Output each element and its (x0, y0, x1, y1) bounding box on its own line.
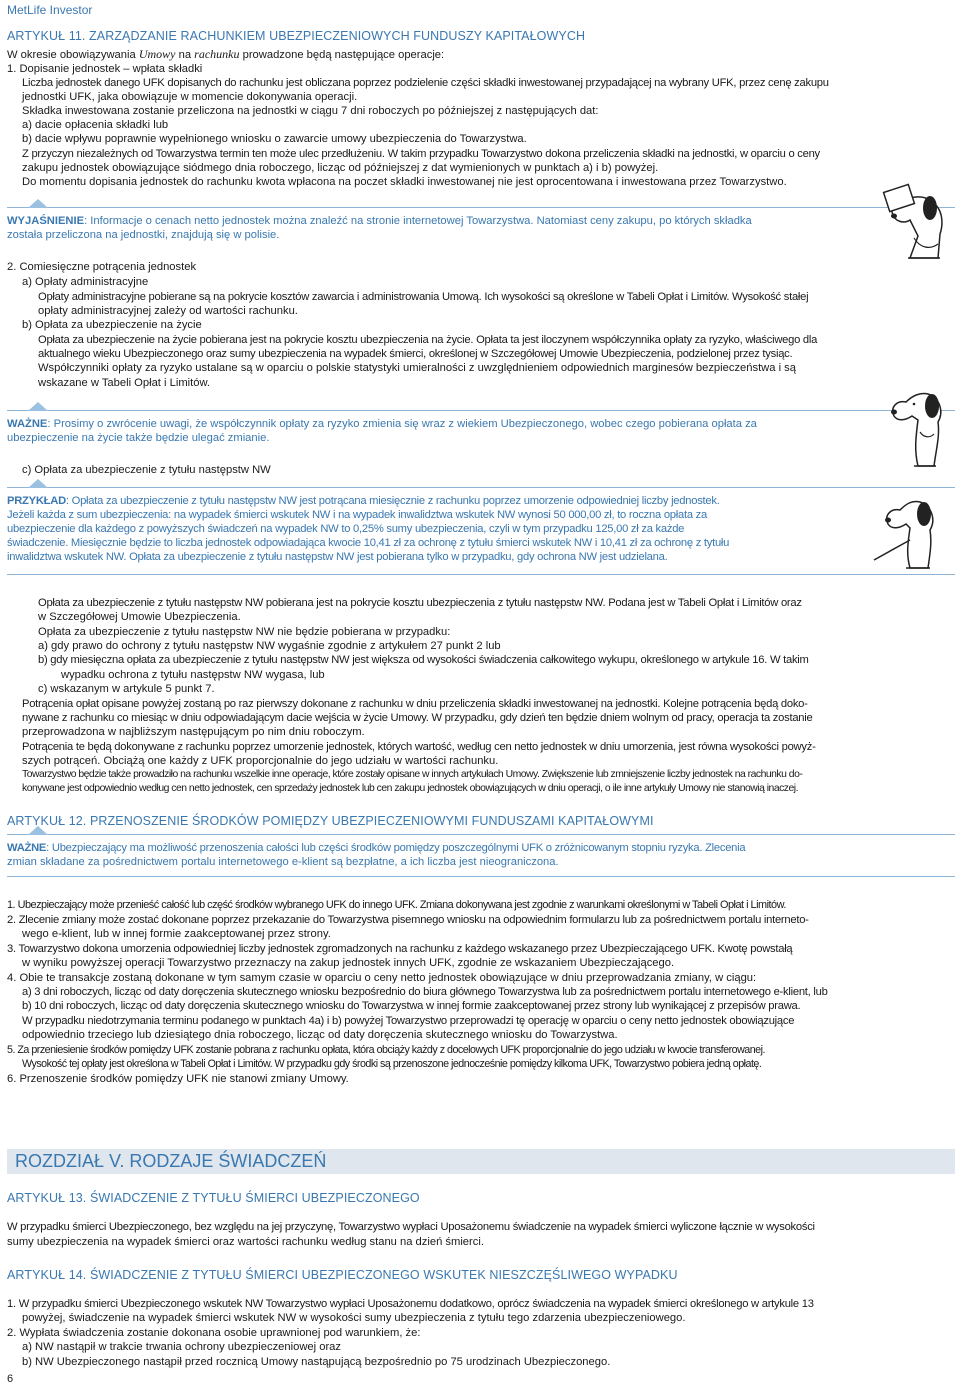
section-2-d-line-1: Potrącenia opłat opisane powyżej zostaną po raz pierwszy dokonane z rachunku w dniu przeliczenia składki inwestowanej na jednostki. Kolejne potrącenia będą doko- (22, 698, 808, 710)
section-2-item-b: b) Opłata za ubezpieczenie na życie (22, 319, 202, 331)
document-header: MetLife Investor (7, 3, 93, 17)
section-2-b-line-1: Opłata za ubezpieczenie na życie pobierana jest na pokrycie kosztu ubezpieczenia na życie. Opłata ta jest iloczynem współczynnika opłaty za ryzyko, właściwego dla (38, 334, 818, 346)
section-2-c-line-3: Opłata za ubezpieczenie z tytułu następstw NW nie będzie pobierana w przypadku: (38, 626, 451, 638)
article-11-intro: W okresie obowiązywania Umowy na rachunku prowadzone będą następujące operacje: (7, 47, 445, 61)
section-2-c-line-1: Opłata za ubezpieczenie z tytułu następstw NW pobierana jest na pokrycie kosztu ubezpieczenia z tytułu następstw NW. Podana jest w Tabeli Opłat i Limitów oraz (38, 597, 802, 609)
section-2-a-line-1: Opłaty administracyjne pobierane są na pokrycie kosztów zawarcia i administrowania Umową. Ich wysokości są określone w Tabeli Opłat i Limitów. Wysokość stałej (38, 291, 809, 303)
section-2-c-item-a: a) gdy prawo do ochrony z tytułu następstw NW wygaśnie zgodnie z artykułem 27 punkt 2 lub (38, 640, 501, 652)
article-12-item-4-line-5: odpowiednio trzeciego lub dziesiątego dnia roboczego, licząc od daty doręczenia skutecznego wniosku do Towarzystwa. (22, 1029, 618, 1041)
article-12-item-5-line-2: Wysokość tej opłaty jest określona w Tabeli Opłat i Limitów. W przypadku gdy środki są przenoszone jednocześnie pomiędzy kilkoma UFK, Towarzystwo pobiera jedną opłatę. (22, 1058, 762, 1070)
section-2-item-a: a) Opłaty administracyjne (22, 276, 149, 288)
section-2-c-line-2: w Szczegółowej Umowie Ubezpieczenia. (38, 611, 241, 623)
section-2-c-item-b-line-2: wypadku ochrona z tytułu następstw NW wygasa, lub (61, 669, 325, 681)
snoopy-pointer-icon (870, 496, 956, 576)
article-14-title: ARTYKUŁ 14. ŚWIADCZENIE Z TYTUŁU ŚMIERCI UBEZPIECZONEGO WSKUTEK NIESZCZĘŚLIWEGO WYPADKU (7, 1268, 678, 1282)
article-12-important-note-line-2: zmian składane za pośrednictwem portalu internetowego e-klient są bezpłatne, a ich liczba jest nieograniczona. (7, 856, 559, 868)
note-divider (7, 410, 955, 411)
article-13-line-2: sumy ubezpieczenia na wypadek śmierci oraz wartości rachunku według stanu na dzień śmierci. (7, 1236, 484, 1248)
snoopy-reading-icon (880, 178, 950, 264)
section-1-heading: 1. Dopisanie jednostek – wpłata składki (7, 63, 203, 75)
section-2-item-c: c) Opłata za ubezpieczenie z tytułu następstw NW (22, 464, 271, 476)
note-pointer-icon (28, 199, 48, 208)
article-12-item-2: 2. Zlecenie zmiany może zostać dokonane poprzez przekazanie do Towarzystwa pisemnego wniosku na odpowiednim formularzu lub za pośrednictwem portalu interneto- (7, 914, 809, 926)
note-pointer-icon (28, 402, 48, 411)
important-note-line-2: ubezpieczenie na życie także będzie ulegać zmianie. (7, 432, 270, 444)
explanation-note-line-2: została przeliczona na jednostki, znajdują się w polisie. (7, 229, 280, 241)
chapter-heading: ROZDZIAŁ V. RODZAJE ŚWIADCZEŃ (7, 1149, 955, 1174)
example-note-line-3: ubezpieczenie dla każdego z powyższych świadczeń na wypadek NW to 0,25% sumy ubezpieczenia, czyli w tym przypadku 125,00 zł za każde (7, 523, 685, 535)
section-1-line-5: zakupu jednostek obowiązujące siódmego dnia roboczego, licząc od późniejszej z dat wymienionych w punktach a) i b) powyżej. (22, 162, 659, 174)
section-2-d-line-7: konywane jest odpowiednio według cen netto jednostek, cen sprzedaży jednostek lub cen zakupu jednostek obowiązujących w dniu operacji, o ile inne artykuły Umowy nie stanowią inaczej. (22, 783, 798, 794)
article-12-item-6: 6. Przenoszenie środków pomiędzy UFK nie stanowi zmiany Umowy. (7, 1073, 349, 1085)
section-2-d-line-2: nywane z rachunku co miesiąc w dniu odpowiadającym dacie wejścia w życie Umowy. W przypadku, gdy dzień ten będzie dniem wolnym od pracy, operacja ta zostanie (22, 712, 813, 724)
article-12-item-1: 1. Ubezpieczający może przenieść całość lub część środków wybranego UFK do innego UFK. Zmiana dokonywana jest zgodnie z warunkami określonymi w Tabeli Opłat i Limitów. (7, 899, 786, 911)
explanation-note: WYJAŚNIENIE: Informacje o cenach netto jednostek można znaleźć na stronie internetowej Towarzystwa. Natomiast ceny zakupu, po których składka (7, 215, 752, 227)
section-1-line-4: Z przyczyn niezależnych od Towarzystwa termin ten może ulec przedłużeniu. W takim przypadku Towarzystwo dokona przeliczenia składki na jednostki, w oparciu o ceny (22, 148, 820, 160)
note-divider (7, 574, 955, 575)
example-note: PRZYKŁAD: Opłata za ubezpieczenie z tytułu następstw NW jest potrącana miesięcznie z rachunku poprzez umorzenie odpowiedniej liczby jednostek. (7, 495, 720, 507)
article-12-important-note: WAŻNE: Ubezpieczający ma możliwość przenoszenia całości lub części środków pomiędzy poszczególnymi UFK o zróżnicowanym stopniu ryzyka. Zlecenia (7, 842, 746, 854)
example-note-line-4: świadczenie. Miesięcznie będzie to liczba jednostek odpowiadająca kwocie 10,41 zł za ochronę z tytułu śmierci wskutek NW i 10,41 zł za ochronę z tytułu (7, 537, 730, 549)
article-14-item-2-a: a) NW nastąpił w trakcie trwania ochrony ubezpieczeniowej oraz (22, 1341, 341, 1353)
article-14-item-1-line-2: powyżej, świadczenie na wypadek śmierci wskutek NW w wysokości sumy ubezpieczenia z tytułu tego zdarzenia ubezpieczeniowego. (22, 1312, 686, 1324)
section-1-item-a: a) dacie opłacenia składki lub (22, 119, 169, 131)
section-2-heading: 2. Comiesięczne potrącenia jednostek (7, 261, 197, 273)
note-divider (7, 876, 955, 877)
article-12-item-4-a: a) 3 dni roboczych, licząc od daty doręczenia skutecznego wniosku bezpośrednio do biura głównego Towarzystwa lub za pośrednictwem portalu internetowego e-klient, lub (22, 986, 828, 998)
article-12-item-4-b: b) 10 dni roboczych, licząc od daty doręczenia skutecznego wniosku do Towarzystwa w innej formie zaakceptowanej przez strony lub wynikającej z przepisów prawa. (22, 1000, 801, 1012)
section-2-d-line-6: Towarzystwo będzie także prowadziło na rachunku wszelkie inne operacje, które zostały opisane w innych artykułach Umowy. Zwiększenie lub zmniejszenie liczby jednostek na rachunku do- (22, 769, 803, 780)
section-2-d-line-4: Potrącenia te będą dokonywane z rachunku poprzez umorzenie jednostek, których wartość, według cen netto jednostek w dniu umorzenia, jest równa wysokości powyż- (22, 741, 816, 753)
section-2-d-line-3: przeprowadzona w najbliższym następującym po nim dniu roboczym. (22, 726, 365, 738)
article-12-item-5: 5. Za przeniesienie środków pomiędzy UFK zostanie pobrana z rachunku opłata, która obciąży każdy z docelowych UFK proporcjonalnie do jego udziału w kwocie transferowanej. (7, 1044, 765, 1056)
article-14-item-2-b: b) NW Ubezpieczonego nastąpił przed rocznicą Umowy nastąpującą bezpośrednio po 75 urodzinach Ubezpieczonego. (22, 1356, 611, 1368)
example-note-line-2: Jeżeli każda z sum ubezpieczenia: na wypadek śmierci wskutek NW i na wypadek inwalidztwa wskutek NW wynosi 50 000,00 zł, to roczna opłata za (7, 509, 707, 521)
example-note-line-5: inwalidztwa wskutek NW. Opłata za ubezpieczenie z tytułu następstw NW jest pobierana tylko w przypadku, gdy ochrona NW jest udzielana. (7, 551, 668, 563)
note-divider (7, 834, 955, 835)
section-2-b-line-2: aktualnego wieku Ubezpieczonego oraz sumy ubezpieczenia na wypadek śmierci, określonej w Szczegółowej Umowie Ubezpieczenia, podzielonej przez tysiąc. (38, 348, 793, 360)
important-note: WAŻNE: Prosimy o zwrócenie uwagi, że współczynnik opłaty za ryzyko zmienia się wraz z wiekiem Ubezpieczonego, wobec czego pobierana opłata za (7, 418, 757, 430)
article-13-title: ARTYKUŁ 13. ŚWIADCZENIE Z TYTUŁU ŚMIERCI UBEZPIECZONEGO (7, 1191, 420, 1205)
snoopy-standing-icon (884, 380, 956, 476)
article-12-title: ARTYKUŁ 12. PRZENOSZENIE ŚRODKÓW POMIĘDZY UBEZPIECZENIOWYMI FUNDUSZAMI KAPITAŁOWYMI (7, 814, 654, 828)
note-pointer-icon (28, 479, 48, 488)
note-pointer-icon (28, 826, 48, 835)
section-2-b-line-3: Współczynniki opłaty za ryzyko ustalane są w oparciu o polskie statystyki umieralności z uwzględnieniem odpowiednich marginesów bezpieczeństwa i są (38, 362, 796, 374)
article-12-item-4: 4. Obie te transakcje zostaną dokonane w tym samym czasie w oparciu o ceny netto jednostek obowiązujące w dniu przeprowadzania zmiany, w ciągu: (7, 972, 757, 984)
section-2-d-line-5: szych potrąceń. Obciążą one każdy z UFK proporcjonalnie do jego udziału w wartości rachunku. (22, 755, 499, 767)
note-divider (7, 487, 955, 488)
article-12-item-4-line-4: W przypadku niedotrzymania terminu podanego w punktach 4a) i b) powyżej Towarzystwo przeprowadzi tę operację w oparciu o ceny netto jednostek obowiązujące (22, 1015, 795, 1027)
section-1-line-3: Składka inwestowana zostanie przeliczona na jednostki w ciągu 7 dni roboczych po późniejszej z następujących dat: (22, 105, 599, 117)
article-12-item-3-line-2: w wyniku powyższej operacji Towarzystwo przeznaczy na zakup jednostek innych UFK, zgodnie ze wskazaniem Ubezpieczającego. (22, 957, 675, 969)
article-12-item-2-line-2: wego e-klient, lub w innej formie zaakceptowanej przez strony. (22, 928, 331, 940)
note-divider (7, 207, 955, 208)
section-1-line-6: Do momentu dopisania jednostek do rachunku kwota wpłacona na poczet składki inwestowanej nie jest oprocentowana i inwestowana przez Towarzystwo. (22, 176, 787, 188)
section-1-item-b: b) dacie wpływu poprawnie wypełnionego wniosku o zawarcie umowy ubezpieczenia do Towarzystwa. (22, 133, 527, 145)
article-13-line-1: W przypadku śmierci Ubezpieczonego, bez względu na jej przyczynę, Towarzystwo wypłaci Uposażonemu świadczenie na wypadek śmierci wyliczone łącznie w wysokości (7, 1221, 815, 1233)
article-14-item-1: 1. W przypadku śmierci Ubezpieczonego wskutek NW Towarzystwo wypłaci Uposażonemu dodatkowo, oprócz świadczenia na wypadek śmierci określonego w artykule 13 (7, 1298, 814, 1310)
article-11-title: ARTYKUŁ 11. ZARZĄDZANIE RACHUNKIEM UBEZPIECZENIOWYCH FUNDUSZY KAPITAŁOWYCH (7, 29, 586, 43)
page-number: 6 (7, 1373, 14, 1385)
section-2-c-item-c: c) wskazanym w artykule 5 punkt 7. (38, 683, 215, 695)
section-1-line-2: jednostki UFK, jaka obowiązuje w momencie dokonywania operacji. (22, 91, 358, 103)
section-1-line-1: Liczba jednostek danego UFK dopisanych do rachunku jest obliczana poprzez podzielenie części składki inwestowanej przypadającej na wybrany UFK, przez cenę zakupu (22, 77, 829, 89)
section-2-c-item-b: b) gdy miesięczna opłata za ubezpieczenie z tytułu następstw NW jest większa od wysokości świadczenia całkowitego wykupu, określonego w artykule 16. W takim (38, 654, 809, 666)
section-2-a-line-2: opłaty administracyjnej zależy od wartości rachunku. (38, 305, 298, 317)
article-12-item-3: 3. Towarzystwo dokona umorzenia odpowiedniej liczby jednostek zgromadzonych na rachunku z każdego wskazanego przez Ubezpieczającego UFK. Kwotę powstałą (7, 943, 793, 955)
section-2-b-line-4: wskazane w Tabeli Opłat i Limitów. (38, 377, 211, 389)
article-14-item-2: 2. Wypłata świadczenia zostanie dokonana osobie uprawnionej pod warunkiem, że: (7, 1327, 421, 1339)
